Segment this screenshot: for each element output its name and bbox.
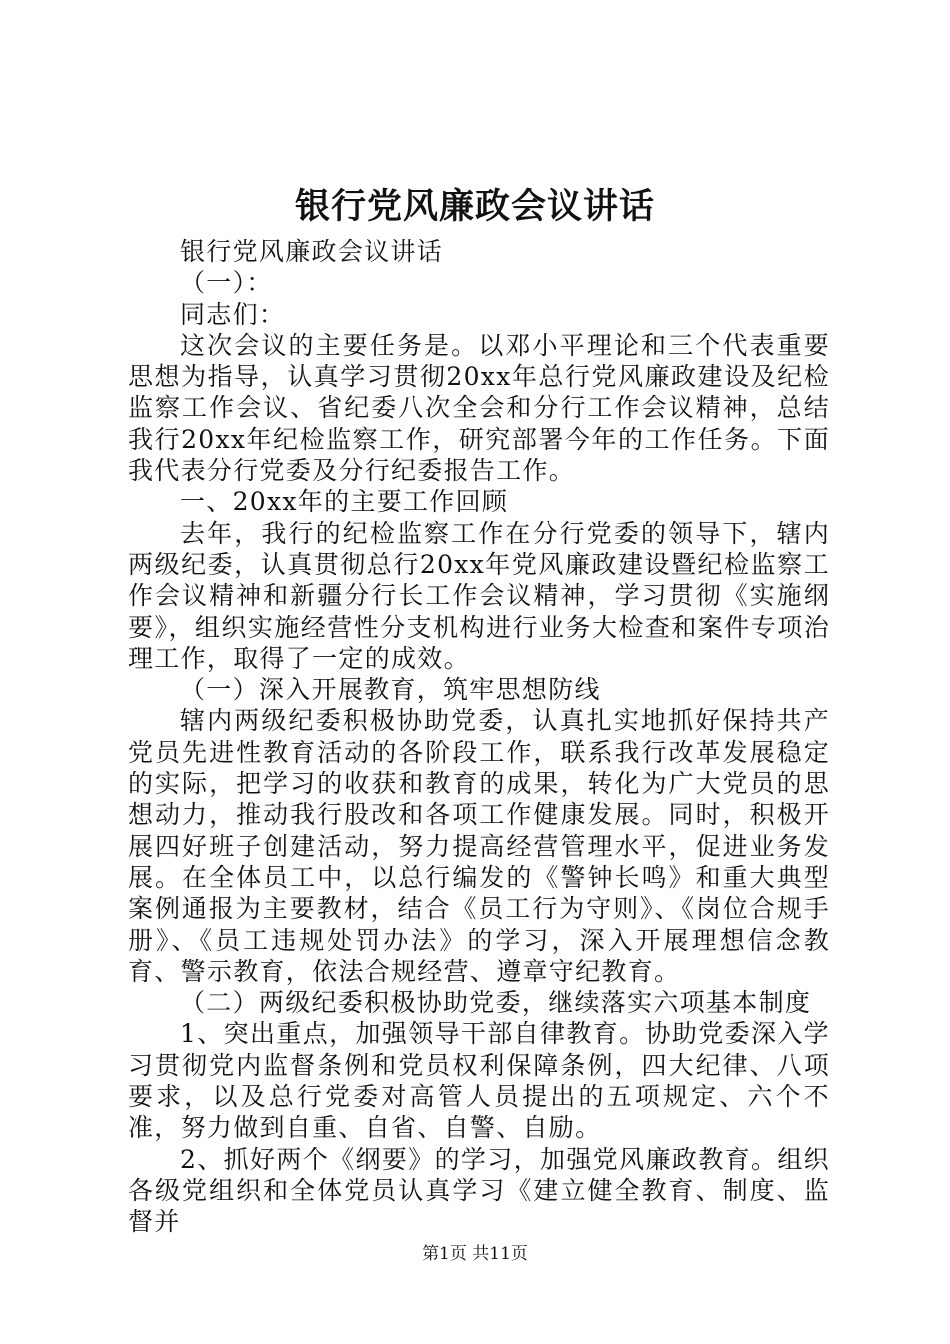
page-footer: 第1页 共11页 <box>422 1244 528 1264</box>
paragraph: 2、抓好两个《纲要》的学习，加强党风廉政教育。组织各级党组织和全体党员认真学习《建立健全教育、制度、监督并 <box>128 1144 830 1237</box>
document-title: 银行党风廉政会议讲话 <box>294 186 655 227</box>
subsection-heading: （二）两级纪委积极协助党委，继续落实六项基本制度 <box>180 988 812 1018</box>
paragraph: 这次会议的主要任务是。以邓小平理论和三个代表重要思想为指导，认真学习贯彻20xx年总行党风廉政建设及纪检监察工作会议、省纪委八次全会和分行工作会议精神，总结我行20xx年纪检监察工作，研究部署今年的工作任务。下面我代表分行党委及分行纪委报告工作。 <box>128 330 830 486</box>
section-heading: 一、20xx年的主要工作回顾 <box>180 487 509 517</box>
paragraph: 去年，我行的纪检监察工作在分行党委的领导下，辖内两级纪委，认真贯彻总行20xx年党风廉政建设暨纪检监察工作会议精神和新疆分行长工作会议精神，学习贯彻《实施纲要》，组织实施经营性分支机构进行业务大检查和案件专项治理工作，取得了一定的成效。 <box>128 518 830 673</box>
paragraph: 辖内两级纪委积极协助党委，认真扎实地抓好保持共产党员先进性教育活动的各阶段工作，联系我行改革发展稳定的实际，把学习的收获和教育的成果，转化为广大党员的思想动力，推动我行股改和各项工作健康发展。同时，积极开展四好班子创建活动，努力提高经营管理水平，促进业务发展。在全体员工中，以总行编发的《警钟长鸣》和重大典型案例通报为主要教材，结合《员工行为守则》、《岗位合规手册》、《员工违规处罚办法》的学习，深入开展理想信念教育、警示教育，依法合规经营、遵章守纪教育。 <box>128 706 830 986</box>
subsection-heading: （一）深入开展教育，筑牢思想防线 <box>180 675 601 705</box>
paragraph: 同志们： <box>180 299 286 329</box>
paragraph: （一）： <box>180 268 273 298</box>
paragraph: 银行党风廉政会议讲话 <box>180 237 444 266</box>
document-body <box>128 236 830 1238</box>
paragraph: 1、突出重点，加强领导干部自律教育。协助党委深入学习贯彻党内监督条例和党员权利保障条例，四大纪律、八项要求，以及总行党委对高管人员提出的五项规定、六个不准，努力做到自重、自省、自警、自励。 <box>128 1019 830 1143</box>
